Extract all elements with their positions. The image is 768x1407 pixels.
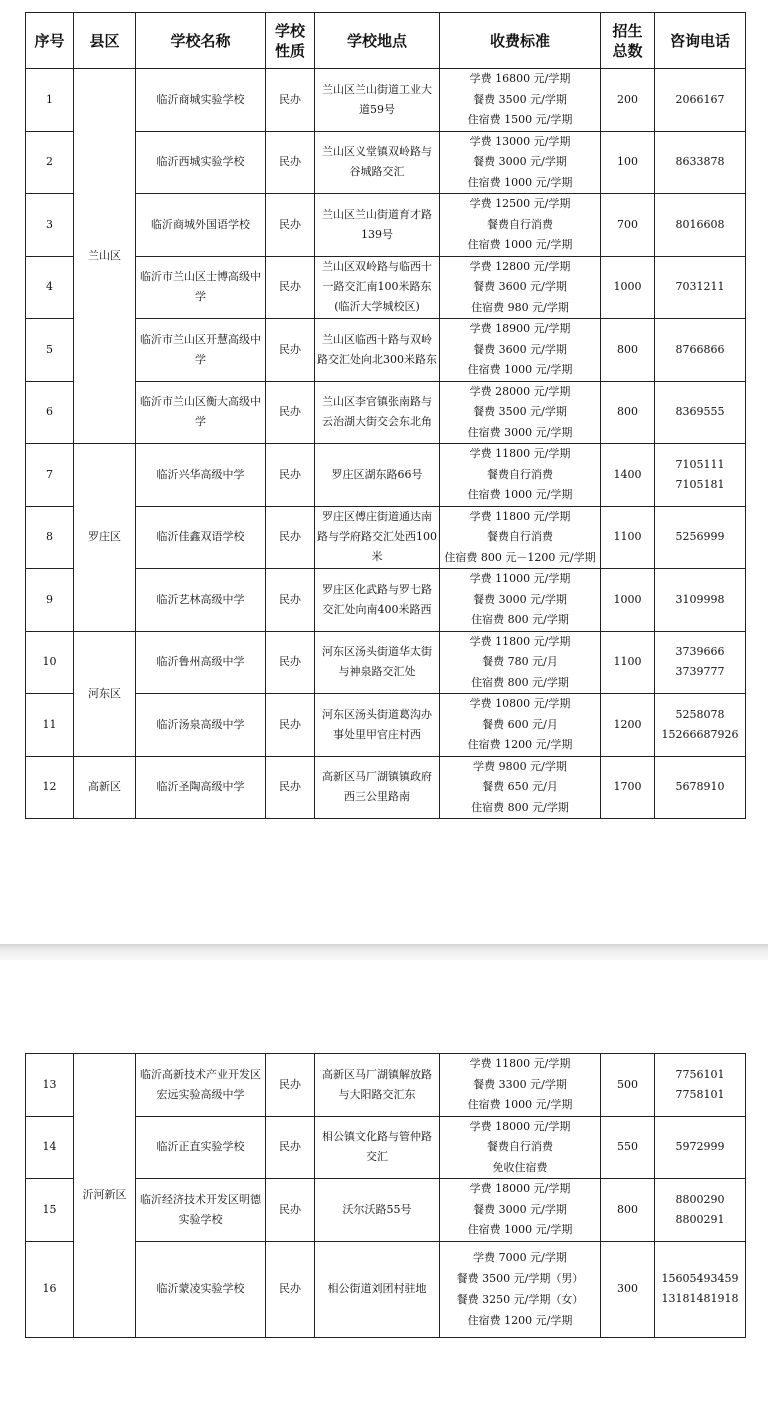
header-school-nature: 学校 性质 xyxy=(266,13,315,69)
school-location: 河东区汤头街道华太街与神泉路交汇处 xyxy=(315,631,440,694)
fee-cell: 学费 9800 元/学期 餐费 650 元/月 住宿费 800 元/学期 xyxy=(440,756,601,819)
school-type: 民办 xyxy=(266,631,315,694)
fee-cell: 学费 16800 元/学期 餐费 3500 元/学期 住宿费 1500 元/学期 xyxy=(440,69,601,132)
fee-cell: 学费 11000 元/学期 餐费 3000 元/学期 住宿费 800 元/学期 xyxy=(440,569,601,632)
header-total: 招生 总数 xyxy=(601,13,655,69)
phone-cell: 7105111 7105181 xyxy=(655,444,746,507)
enrollment-total: 300 xyxy=(601,1241,655,1337)
row-no: 2 xyxy=(26,131,74,194)
school-type: 民办 xyxy=(266,569,315,632)
phone-cell: 7031211 xyxy=(655,256,746,319)
phone-cell: 3739666 3739777 xyxy=(655,631,746,694)
table-row xyxy=(26,444,746,507)
school-name: 临沂市兰山区开慧高级中学 xyxy=(136,319,266,382)
school-table-page-2 xyxy=(25,1053,746,1338)
school-name: 临沂市兰山区衡大高级中学 xyxy=(136,381,266,444)
school-table-page-1 xyxy=(25,12,746,819)
fee-cell: 学费 18000 元/学期 餐费自行消费 免收住宿费 xyxy=(440,1116,601,1179)
phone-cell: 8016608 xyxy=(655,194,746,257)
phone-cell: 8800290 8800291 xyxy=(655,1179,746,1242)
enrollment-total: 550 xyxy=(601,1116,655,1179)
school-type: 民办 xyxy=(266,444,315,507)
enrollment-total: 700 xyxy=(601,194,655,257)
fee-cell: 学费 28000 元/学期 餐费 3500 元/学期 住宿费 3000 元/学期 xyxy=(440,381,601,444)
school-location: 兰山区双岭路与临西十一路交汇南100米路东(临沂大学城校区) xyxy=(315,256,440,319)
row-no: 10 xyxy=(26,631,74,694)
row-no: 7 xyxy=(26,444,74,507)
header-school-name: 学校名称 xyxy=(136,13,266,69)
school-type: 民办 xyxy=(266,1241,315,1337)
fee-cell: 学费 11800 元/学期 餐费自行消费 住宿费 800 元－1200 元/学期 xyxy=(440,506,601,569)
phone-cell: 2066167 xyxy=(655,69,746,132)
enrollment-total: 1100 xyxy=(601,506,655,569)
school-location: 相公街道刘团村驻地 xyxy=(315,1241,440,1337)
table-header-row xyxy=(26,13,746,69)
enrollment-total: 1100 xyxy=(601,631,655,694)
school-type: 民办 xyxy=(266,694,315,757)
school-type: 民办 xyxy=(266,69,315,132)
school-name: 临沂佳鑫双语学校 xyxy=(136,506,266,569)
school-name: 临沂蒙凌实验学校 xyxy=(136,1241,266,1337)
district-cell: 罗庄区 xyxy=(74,444,136,632)
enrollment-total: 1000 xyxy=(601,256,655,319)
phone-cell: 7756101 7758101 xyxy=(655,1054,746,1117)
phone-cell: 8766866 xyxy=(655,319,746,382)
school-name: 临沂经济技术开发区明德实验学校 xyxy=(136,1179,266,1242)
row-no: 4 xyxy=(26,256,74,319)
school-location: 罗庄区傅庄街道通达南路与学府路交汇处西100米 xyxy=(315,506,440,569)
phone-cell: 5258078 15266687926 xyxy=(655,694,746,757)
fee-cell: 学费 11800 元/学期 餐费 3300 元/学期 住宿费 1000 元/学期 xyxy=(440,1054,601,1117)
row-no: 8 xyxy=(26,506,74,569)
school-location: 相公镇文化路与管仲路交汇 xyxy=(315,1116,440,1179)
school-name: 临沂西城实验学校 xyxy=(136,131,266,194)
school-location: 河东区汤头街道葛沟办事处里甲官庄村西 xyxy=(315,694,440,757)
school-name: 临沂汤泉高级中学 xyxy=(136,694,266,757)
phone-cell: 15605493459 13181481918 xyxy=(655,1241,746,1337)
school-type: 民办 xyxy=(266,506,315,569)
school-location: 兰山区兰山街道工业大道59号 xyxy=(315,69,440,132)
school-location: 罗庄区湖东路66号 xyxy=(315,444,440,507)
phone-cell: 5678910 xyxy=(655,756,746,819)
enrollment-total: 800 xyxy=(601,319,655,382)
school-location: 高新区马厂湖镇解放路与大阳路交汇东 xyxy=(315,1054,440,1117)
header-no: 序号 xyxy=(26,13,74,69)
header-district: 县区 xyxy=(74,13,136,69)
school-location: 沃尔沃路55号 xyxy=(315,1179,440,1242)
school-location: 兰山区兰山街道育才路139号 xyxy=(315,194,440,257)
school-location: 兰山区临西十路与双岭路交汇处向北300米路东 xyxy=(315,319,440,382)
school-name: 临沂商城外国语学校 xyxy=(136,194,266,257)
fee-cell: 学费 18000 元/学期 餐费 3000 元/学期 住宿费 1000 元/学期 xyxy=(440,1179,601,1242)
school-location: 高新区马厂湖镇镇政府西三公里路南 xyxy=(315,756,440,819)
row-no: 14 xyxy=(26,1116,74,1179)
enrollment-total: 1700 xyxy=(601,756,655,819)
school-type: 民办 xyxy=(266,319,315,382)
school-name: 临沂鲁州高级中学 xyxy=(136,631,266,694)
school-name: 临沂市兰山区士博高级中学 xyxy=(136,256,266,319)
enrollment-total: 500 xyxy=(601,1054,655,1117)
fee-cell: 学费 7000 元/学期 餐费 3500 元/学期（男） 餐费 3250 元/学期（女） 住宿费 1200 元/学期 xyxy=(440,1241,601,1337)
row-no: 15 xyxy=(26,1179,74,1242)
row-no: 3 xyxy=(26,194,74,257)
row-no: 13 xyxy=(26,1054,74,1117)
page-break xyxy=(0,944,768,960)
phone-cell: 3109998 xyxy=(655,569,746,632)
row-no: 6 xyxy=(26,381,74,444)
school-location: 罗庄区化武路与罗七路交汇处向南400米路西 xyxy=(315,569,440,632)
school-type: 民办 xyxy=(266,756,315,819)
school-type: 民办 xyxy=(266,256,315,319)
fee-cell: 学费 11800 元/学期 餐费 780 元/月 住宿费 800 元/学期 xyxy=(440,631,601,694)
school-type: 民办 xyxy=(266,1054,315,1117)
enrollment-total: 800 xyxy=(601,381,655,444)
enrollment-total: 200 xyxy=(601,69,655,132)
phone-cell: 8369555 xyxy=(655,381,746,444)
district-cell: 河东区 xyxy=(74,631,136,756)
enrollment-total: 1400 xyxy=(601,444,655,507)
school-type: 民办 xyxy=(266,1116,315,1179)
fee-cell: 学费 13000 元/学期 餐费 3000 元/学期 住宿费 1000 元/学期 xyxy=(440,131,601,194)
school-name: 临沂兴华高级中学 xyxy=(136,444,266,507)
row-no: 5 xyxy=(26,319,74,382)
district-cell: 沂河新区 xyxy=(74,1054,136,1338)
fee-cell: 学费 18900 元/学期 餐费 3600 元/学期 住宿费 1000 元/学期 xyxy=(440,319,601,382)
row-no: 16 xyxy=(26,1241,74,1337)
school-type: 民办 xyxy=(266,194,315,257)
row-no: 9 xyxy=(26,569,74,632)
table-row xyxy=(26,1054,746,1117)
school-location: 兰山区李官镇张南路与云治湖大街交会东北角 xyxy=(315,381,440,444)
row-no: 11 xyxy=(26,694,74,757)
phone-cell: 5972999 xyxy=(655,1116,746,1179)
row-no: 12 xyxy=(26,756,74,819)
header-location: 学校地点 xyxy=(315,13,440,69)
school-location: 兰山区义堂镇双岭路与谷城路交汇 xyxy=(315,131,440,194)
header-phone: 咨询电话 xyxy=(655,13,746,69)
table-row xyxy=(26,69,746,132)
school-name: 临沂艺林高级中学 xyxy=(136,569,266,632)
enrollment-total: 100 xyxy=(601,131,655,194)
table-row xyxy=(26,756,746,819)
fee-cell: 学费 11800 元/学期 餐费自行消费 住宿费 1000 元/学期 xyxy=(440,444,601,507)
table-row xyxy=(26,631,746,694)
school-name: 临沂正直实验学校 xyxy=(136,1116,266,1179)
school-name: 临沂商城实验学校 xyxy=(136,69,266,132)
school-type: 民办 xyxy=(266,381,315,444)
fee-cell: 学费 12800 元/学期 餐费 3600 元/学期 住宿费 980 元/学期 xyxy=(440,256,601,319)
fee-cell: 学费 10800 元/学期 餐费 600 元/月 住宿费 1200 元/学期 xyxy=(440,694,601,757)
enrollment-total: 1000 xyxy=(601,569,655,632)
school-type: 民办 xyxy=(266,1179,315,1242)
school-name: 临沂高新技术产业开发区宏远实验高级中学 xyxy=(136,1054,266,1117)
row-no: 1 xyxy=(26,69,74,132)
fee-cell: 学费 12500 元/学期 餐费自行消费 住宿费 1000 元/学期 xyxy=(440,194,601,257)
phone-cell: 5256999 xyxy=(655,506,746,569)
phone-cell: 8633878 xyxy=(655,131,746,194)
enrollment-total: 800 xyxy=(601,1179,655,1242)
header-fees: 收费标准 xyxy=(440,13,601,69)
enrollment-total: 1200 xyxy=(601,694,655,757)
school-name: 临沂圣陶高级中学 xyxy=(136,756,266,819)
school-type: 民办 xyxy=(266,131,315,194)
district-cell: 高新区 xyxy=(74,756,136,819)
district-cell: 兰山区 xyxy=(74,69,136,444)
